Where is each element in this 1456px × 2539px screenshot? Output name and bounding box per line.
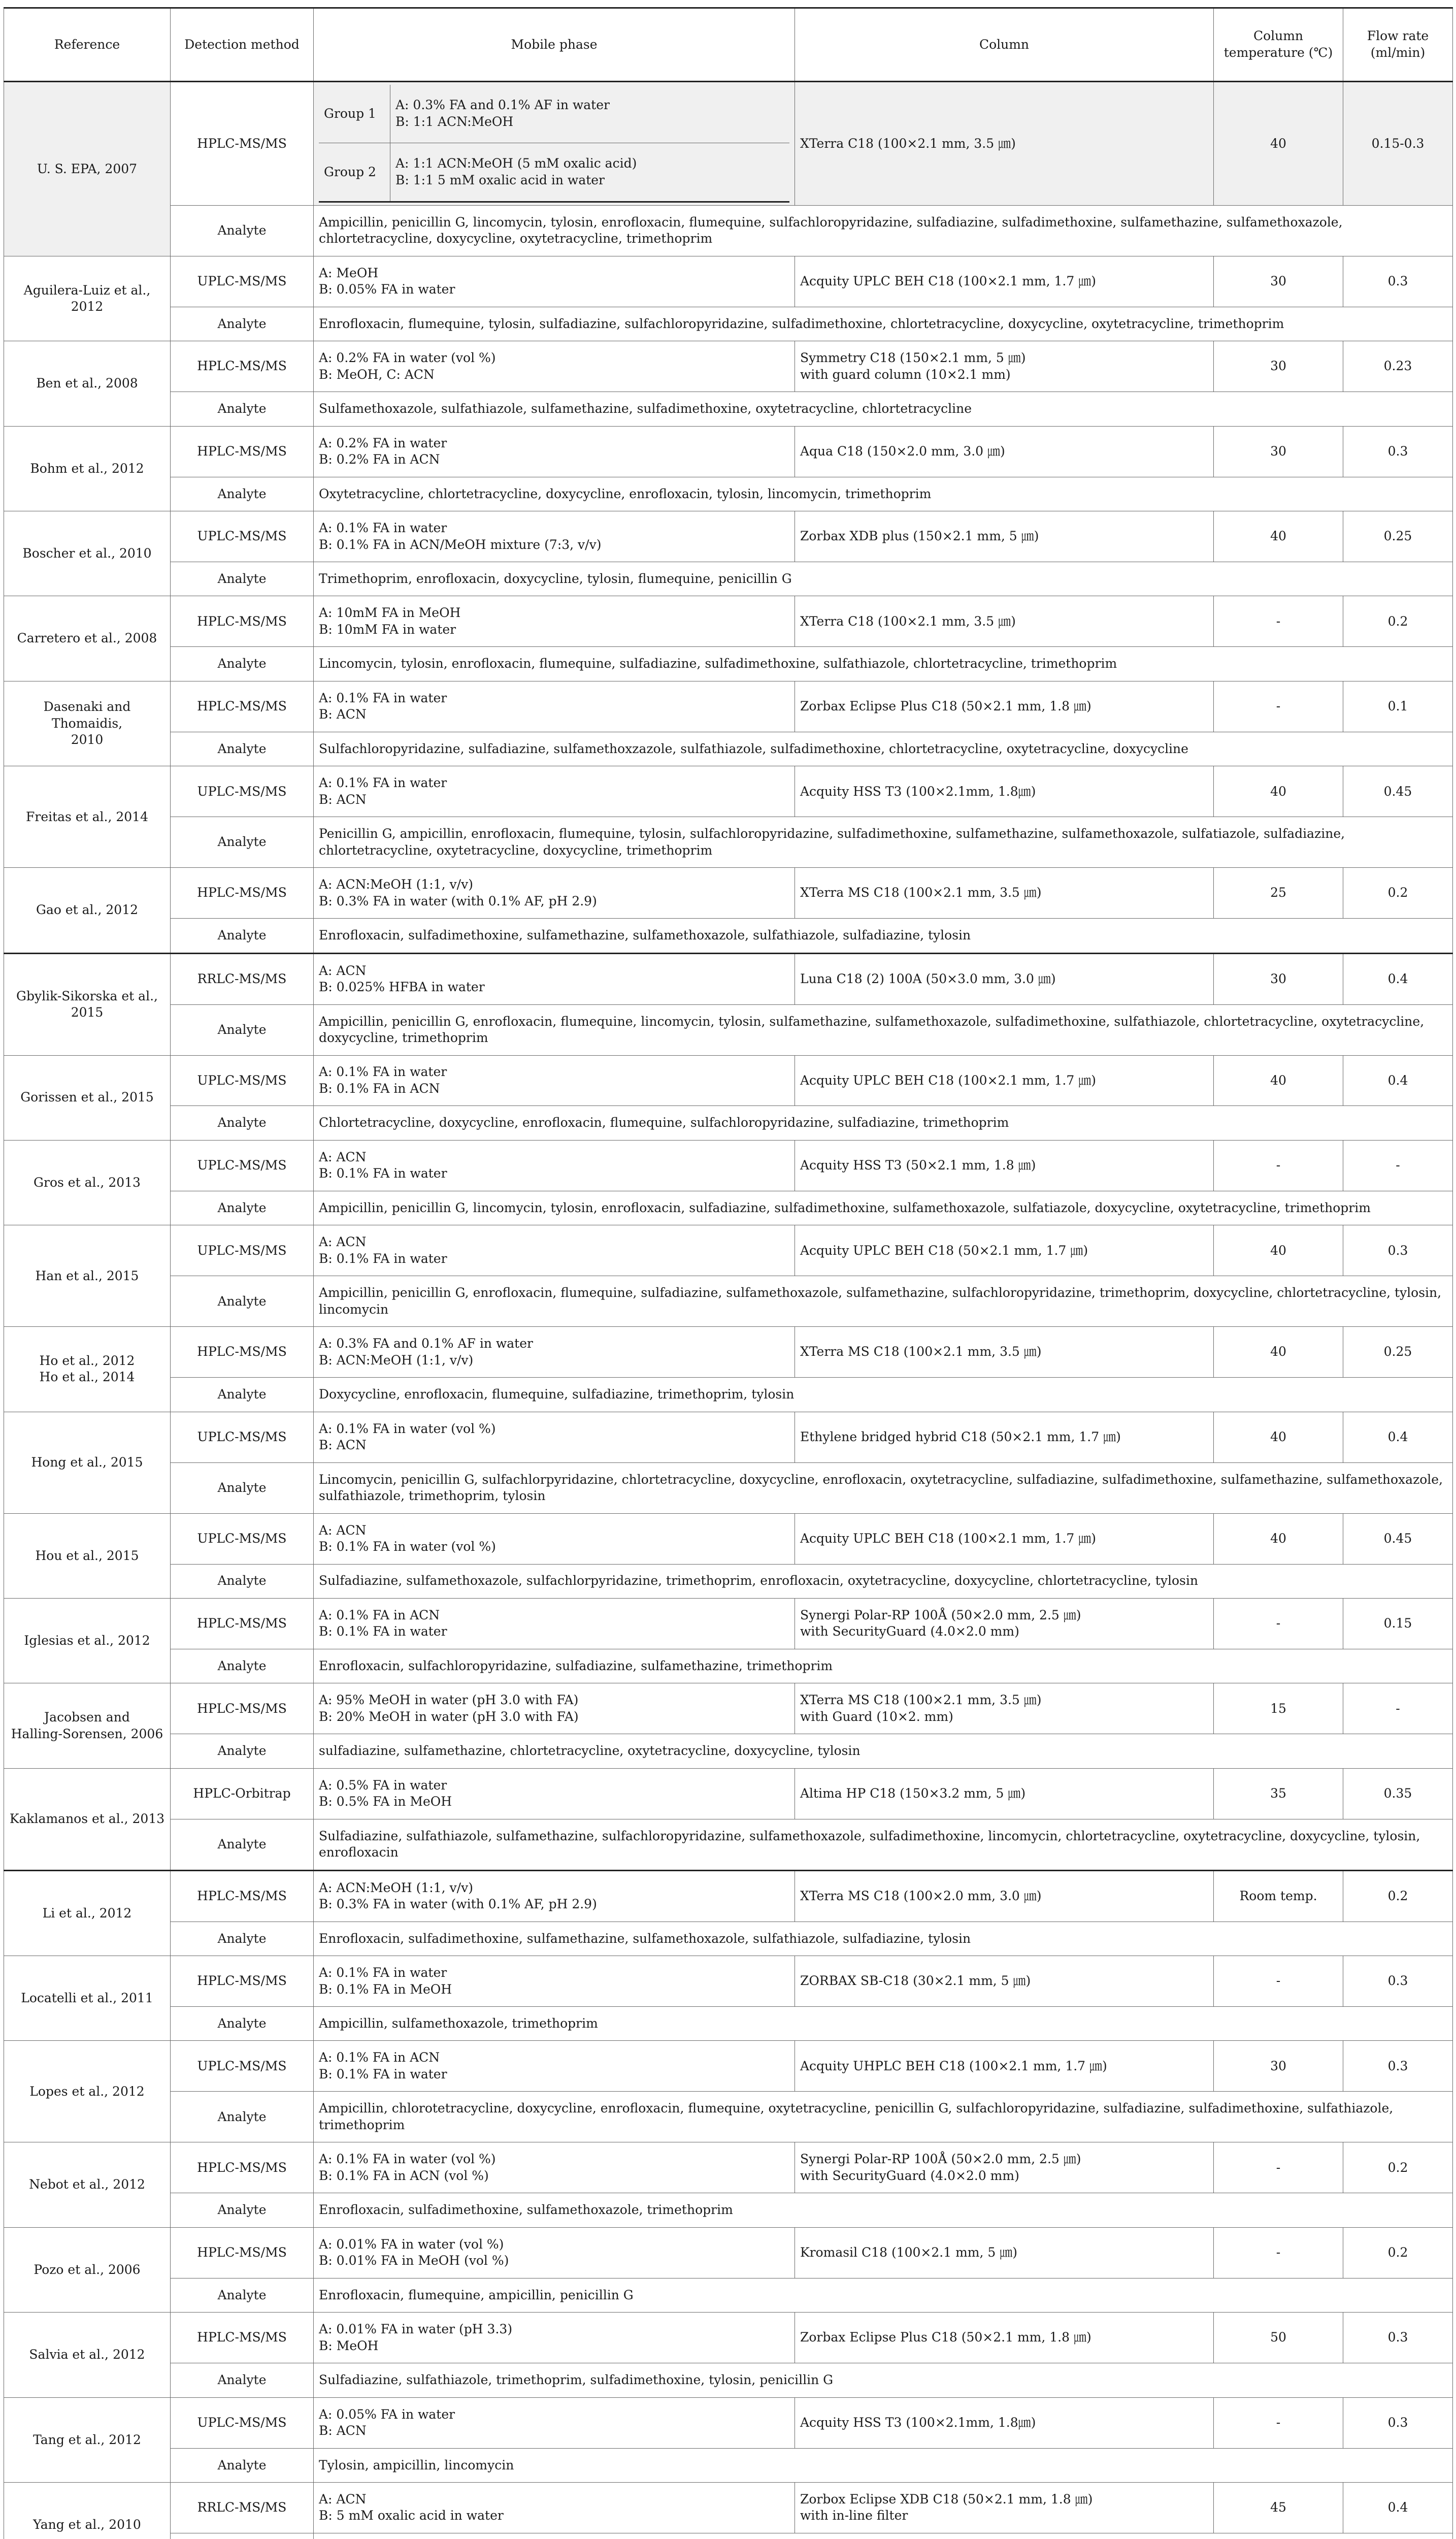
mobile-phase-cell: A: 10mM FA in MeOH B: 10mM FA in water — [314, 596, 795, 647]
column-cell: Acquity UPLC BEH C18 (100×2.1 mm, 1.7 ㎛) — [795, 1513, 1214, 1564]
flow-rate-cell: 0.4 — [1343, 1412, 1453, 1462]
column-cell: Acquity UHPLC BEH C18 (100×2.1 mm, 1.7 ㎛) — [795, 2041, 1214, 2092]
analyte-row — [4, 1922, 1453, 1956]
reference-cell: Lopes et al., 2012 — [4, 2041, 171, 2142]
flow-rate-cell: 0.2 — [1343, 2142, 1453, 2193]
study-row — [4, 1598, 1453, 1649]
flow-rate-cell: 0.3 — [1343, 2041, 1453, 2092]
analyte-row — [4, 732, 1453, 766]
study-row — [4, 1956, 1453, 2007]
flow-rate-cell: 0.23 — [1343, 341, 1453, 392]
column-cell: XTerra C18 (100×2.1 mm, 3.5 ㎛) — [795, 596, 1214, 647]
flow-rate-cell: - — [1343, 1140, 1453, 1191]
detection-method-cell: HPLC-MS/MS — [171, 1598, 314, 1649]
flow-rate-cell: 0.25 — [1343, 1327, 1453, 1378]
reference-cell: Bohm et al., 2012 — [4, 426, 171, 511]
column-cell: XTerra MS C18 (100×2.1 mm, 3.5 ㎛) — [795, 1327, 1214, 1378]
column-temperature-cell: 50 — [1214, 2313, 1343, 2363]
reference-cell: Gorissen et al., 2015 — [4, 1055, 171, 1140]
mobile-phase-cell: A: 0.1% FA in water (vol %) B: ACN — [314, 1412, 795, 1462]
column-temperature-cell: 45 — [1214, 2483, 1343, 2533]
study-row — [4, 1768, 1453, 1819]
detection-method-cell: HPLC-MS/MS — [171, 81, 314, 205]
analyte-label: Analyte — [171, 2363, 314, 2397]
analyte-row — [4, 2007, 1453, 2041]
analyte-list — [314, 2533, 1453, 2539]
analyte-list: Tylosin, ampicillin, lincomycin — [314, 2448, 1453, 2482]
flow-rate-cell: 0.2 — [1343, 1870, 1453, 1922]
column-temperature-cell: 40 — [1214, 1055, 1343, 1106]
column-cell: Synergi Polar-RP 100Å (50×2.0 mm, 2.5 ㎛) with SecurityGuard (4.0×2.0 mm) — [795, 2142, 1214, 2193]
mobile-phase-cell: A: 0.1% FA in water (vol %) B: 0.1% FA in ACN (vol %) — [314, 2142, 795, 2193]
column-cell: Luna C18 (2) 100A (50×3.0 mm, 3.0 ㎛) — [795, 953, 1214, 1004]
study-row — [4, 2313, 1453, 2363]
analyte-label: Analyte — [171, 1004, 314, 1055]
study-row — [4, 2142, 1453, 2193]
column-temperature-cell: - — [1214, 1140, 1343, 1191]
column-cell: Acquity HSS T3 (100×2.1mm, 1.8㎛) — [795, 766, 1214, 817]
study-row — [4, 1327, 1453, 1378]
reference-cell: Jacobsen and Halling-Sorensen, 2006 — [4, 1683, 171, 1768]
column-cell: Synergi Polar-RP 100Å (50×2.0 mm, 2.5 ㎛) with SecurityGuard (4.0×2.0 mm) — [795, 1598, 1214, 1649]
analyte-list: Trimethoprim, enrofloxacin, doxycycline, tylosin, flumequine, penicillin G — [314, 562, 1453, 596]
analyte-list: Enrofloxacin, sulfadimethoxine, sulfamethazine, sulfamethoxazole, sulfathiazole, sulfadiazine, tylosin — [314, 919, 1453, 953]
analyte-label: Analyte — [171, 307, 314, 341]
mobile-phase-groups — [314, 81, 795, 205]
analyte-list: Enrofloxacin, sulfadimethoxine, sulfamethoxazole, trimethoprim — [314, 2193, 1453, 2227]
column-temperature-cell: Room temp. — [1214, 1870, 1343, 1922]
analyte-list: Sulfachloropyridazine, sulfadiazine, sulfamethoxzazole, sulfathiazole, sulfadimethoxine, chlortetracycline, oxytetracycline, doxycycline — [314, 732, 1453, 766]
flow-rate-cell: 0.1 — [1343, 681, 1453, 732]
flow-rate-cell: 0.25 — [1343, 511, 1453, 562]
reference-cell: Dasenaki and Thomaidis, 2010 — [4, 681, 171, 766]
study-row — [4, 341, 1453, 392]
analyte-row — [4, 647, 1453, 681]
mobile-phase-cell: A: 0.01% FA in water (pH 3.3) B: MeOH — [314, 2313, 795, 2363]
mobile-phase-cell: A: 0.1% FA in water B: 0.1% FA in MeOH — [314, 1956, 795, 2007]
analyte-list: Sulfadiazine, sulfamethoxazole, sulfachlorpyridazine, trimethoprim, enrofloxacin, oxytetracycline, doxycycline, chlortetracycline, tylosin — [314, 1564, 1453, 1598]
flow-rate-cell: 0.45 — [1343, 1513, 1453, 1564]
detection-method-cell: HPLC-Orbitrap — [171, 1768, 314, 1819]
column-cell: Acquity HSS T3 (50×2.1 mm, 1.8 ㎛) — [795, 1140, 1214, 1191]
study-row — [4, 1683, 1453, 1734]
analyte-label: Analyte — [171, 2007, 314, 2041]
analyte-label: Analyte — [171, 1276, 314, 1327]
mobile-phase-group-row — [319, 143, 789, 202]
column-temperature-cell: - — [1214, 681, 1343, 732]
column-cell: Kromasil C18 (100×2.1 mm, 5 ㎛) — [795, 2227, 1214, 2278]
analyte-label: Analyte — [171, 1564, 314, 1598]
column-cell: Ethylene bridged hybrid C18 (50×2.1 mm, 1.7 ㎛) — [795, 1412, 1214, 1462]
column-temperature-cell: - — [1214, 596, 1343, 647]
detection-method-cell: UPLC-MS/MS — [171, 2041, 314, 2092]
column-temperature-cell: 40 — [1214, 1225, 1343, 1276]
mobile-phase-cell: A: ACN B: 0.1% FA in water (vol %) — [314, 1513, 795, 1564]
analyte-list: sulfadiazine, sulfamethazine, chlortetracycline, oxytetracycline, doxycycline, tylosin — [314, 1734, 1453, 1768]
column-temperature-cell: 35 — [1214, 1768, 1343, 1819]
header-row — [4, 8, 1453, 82]
analyte-label: Analyte — [171, 1191, 314, 1225]
column-temperature-cell: 40 — [1214, 511, 1343, 562]
analyte-list: Ampicillin, penicillin G, lincomycin, tylosin, enrofloxacin, sulfadiazine, sulfadimethoxine, sulfamethoxazole, sulfatiazole, doxycycline, oxytetracycline, trimethoprim — [314, 1191, 1453, 1225]
reference-cell: U. S. EPA, 2007 — [4, 81, 171, 256]
analyte-row — [4, 1004, 1453, 1055]
analyte-label: Analyte — [171, 1819, 314, 1870]
analyte-row — [4, 1276, 1453, 1327]
mobile-phase-group-table — [319, 85, 789, 203]
flow-rate-cell: - — [1343, 1683, 1453, 1734]
analyte-list: Enrofloxacin, flumequine, ampicillin, penicillin G — [314, 2278, 1453, 2312]
analyte-list: Ampicillin, penicillin G, enrofloxacin, flumequine, sulfadiazine, sulfamethoxazole, sulfamethazine, sulfachloropyridazine, trimethoprim, doxycycline, chlortetracycline, tylosin, lincomycin — [314, 1276, 1453, 1327]
mobile-phase-cell: A: 0.05% FA in water B: ACN — [314, 2397, 795, 2448]
mobile-phase-cell: A: 0.3% FA and 0.1% AF in water B: ACN:MeOH (1:1, v/v) — [314, 1327, 795, 1378]
column-cell: XTerra MS C18 (100×2.1 mm, 3.5 ㎛) — [795, 868, 1214, 919]
mobile-phase-cell: A: ACN B: 0.1% FA in water — [314, 1225, 795, 1276]
analyte-label: Analyte — [171, 732, 314, 766]
flow-rate-cell: 0.3 — [1343, 1956, 1453, 2007]
detection-method-cell: UPLC-MS/MS — [171, 256, 314, 307]
analyte-label: Analyte — [171, 477, 314, 511]
flow-rate-cell: 0.15 — [1343, 1598, 1453, 1649]
mobile-phase-cell: A: 0.1% FA in water B: 0.1% FA in ACN/MeOH mixture (7:3, v/v) — [314, 511, 795, 562]
reference-cell: Gros et al., 2013 — [4, 1140, 171, 1225]
reference-cell: Gao et al., 2012 — [4, 868, 171, 953]
flow-rate-cell: 0.3 — [1343, 256, 1453, 307]
analyte-label: Analyte — [171, 392, 314, 426]
mobile-phase-cell: A: 0.1% FA in ACN B: 0.1% FA in water — [314, 1598, 795, 1649]
detection-method-cell: HPLC-MS/MS — [171, 1327, 314, 1378]
flow-rate-cell: 0.2 — [1343, 596, 1453, 647]
study-row — [4, 1055, 1453, 1106]
flow-rate-cell: 0.4 — [1343, 1055, 1453, 1106]
detection-method-cell: UPLC-MS/MS — [171, 1225, 314, 1276]
reference-cell: Carretero et al., 2008 — [4, 596, 171, 681]
header-column: Column — [795, 8, 1214, 82]
header-flow-rate: Flow rate (ml/min) — [1343, 8, 1453, 82]
column-temperature-cell: 30 — [1214, 341, 1343, 392]
group-label: Group 1 — [319, 85, 390, 143]
mobile-phase-cell: A: 0.01% FA in water (vol %) B: 0.01% FA in MeOH (vol %) — [314, 2227, 795, 2278]
analyte-list: Enrofloxacin, sulfachloropyridazine, sulfadiazine, sulfamethazine, trimethoprim — [314, 1649, 1453, 1683]
reference-cell: Nebot et al., 2012 — [4, 2142, 171, 2227]
mobile-phase-cell: A: 0.1% FA in water B: 0.1% FA in ACN — [314, 1055, 795, 1106]
study-row — [4, 256, 1453, 307]
analyte-list: Oxytetracycline, chlortetracycline, doxycycline, enrofloxacin, tylosin, lincomycin, trimethoprim — [314, 477, 1453, 511]
reference-cell: Locatelli et al., 2011 — [4, 1956, 171, 2041]
reference-cell: Boscher et al., 2010 — [4, 511, 171, 596]
analyte-row — [4, 2193, 1453, 2227]
analyte-list: Sulfadiazine, sulfathiazole, trimethoprim, sulfadimethoxine, tylosin, penicillin G — [314, 2363, 1453, 2397]
flow-rate-cell: 0.2 — [1343, 868, 1453, 919]
column-cell: Zorbax XDB plus (150×2.1 mm, 5 ㎛) — [795, 511, 1214, 562]
analyte-list: Ampicillin, chlorotetracycline, doxycycline, enrofloxacin, flumequine, oxytetracycline, penicillin G, sulfachloropyridazine, sulfadiazine, sulfadimethoxine, sulfathiazole, trimethoprim — [314, 2092, 1453, 2142]
analyte-list: Ampicillin, sulfamethoxazole, trimethoprim — [314, 2007, 1453, 2041]
header-column-temperature: Column temperature (℃) — [1214, 8, 1343, 82]
column-cell: Acquity UPLC BEH C18 (100×2.1 mm, 1.7 ㎛) — [795, 256, 1214, 307]
study-row — [4, 511, 1453, 562]
study-row — [4, 681, 1453, 732]
mobile-phase-cell: A: 0.1% FA in ACN B: 0.1% FA in water — [314, 2041, 795, 2092]
analyte-label: Analyte — [171, 1734, 314, 1768]
reference-cell: Yang et al., 2010 — [4, 2483, 171, 2539]
detection-method-cell: UPLC-MS/MS — [171, 511, 314, 562]
study-row — [4, 2227, 1453, 2278]
flow-rate-cell: 0.3 — [1343, 2313, 1453, 2363]
detection-method-cell: HPLC-MS/MS — [171, 1870, 314, 1922]
analyte-label: Analyte — [171, 817, 314, 868]
mobile-phase-cell: A: 0.1% FA in water B: ACN — [314, 766, 795, 817]
detection-method-cell: UPLC-MS/MS — [171, 1055, 314, 1106]
analyte-list: Enrofloxacin, flumequine, tylosin, sulfadiazine, sulfachloropyridazine, sulfadimethoxine, chlortetracycline, doxycycline, oxytetracycline, trimethoprim — [314, 307, 1453, 341]
reference-cell: Aguilera-Luiz et al., 2012 — [4, 256, 171, 341]
detection-method-cell: UPLC-MS/MS — [171, 766, 314, 817]
study-row — [4, 1412, 1453, 1462]
column-temperature-cell: 15 — [1214, 1683, 1343, 1734]
analyte-list: Chlortetracycline, doxycycline, enrofloxacin, flumequine, sulfachloropyridazine, sulfadiazine, trimethoprim — [314, 1106, 1453, 1140]
header-mobile-phase: Mobile phase — [314, 8, 795, 82]
study-row — [4, 426, 1453, 477]
reference-cell: Tang et al., 2012 — [4, 2397, 171, 2482]
analyte-label: Analyte — [171, 647, 314, 681]
header-detection-method: Detection method — [171, 8, 314, 82]
mobile-phase-cell: A: 0.3% FA and 0.1% AF in water B: 1:1 ACN:MeOH — [395, 97, 610, 129]
mobile-phase-cell: A: 1:1 ACN:MeOH (5 mM oxalic acid) B: 1:1 5 mM oxalic acid in water — [390, 143, 790, 202]
study-row — [4, 1870, 1453, 1922]
column-temperature-cell: 40 — [1214, 1513, 1343, 1564]
study-row — [4, 1225, 1453, 1276]
reference-cell: Iglesias et al., 2012 — [4, 1598, 171, 1683]
analyte-label: Analyte — [171, 919, 314, 953]
column-cell: Zorbax Eclipse Plus C18 (50×2.1 mm, 1.8 ㎛) — [795, 2313, 1214, 2363]
column-temperature-cell: 30 — [1214, 256, 1343, 307]
mobile-phase-cell: A: ACN B: 0.1% FA in water — [314, 1140, 795, 1191]
detection-method-cell: HPLC-MS/MS — [171, 1683, 314, 1734]
study-row — [4, 2041, 1453, 2092]
reference-cell: Gbylik-Sikorska et al., 2015 — [4, 953, 171, 1055]
reference-cell: Freitas et al., 2014 — [4, 766, 171, 868]
analyte-list: Enrofloxacin, sulfadimethoxine, sulfamethazine, sulfamethoxazole, sulfathiazole, sulfadiazine, tylosin — [314, 1922, 1453, 1956]
analyte-list: Doxycycline, enrofloxacin, flumequine, sulfadiazine, trimethoprim, tylosin — [314, 1378, 1453, 1412]
study-row — [4, 868, 1453, 919]
analyte-row — [4, 2092, 1453, 2142]
detection-method-cell: HPLC-MS/MS — [171, 2142, 314, 2193]
study-row — [4, 766, 1453, 817]
mobile-phase-cell: A: 0.1% FA in water B: ACN — [314, 681, 795, 732]
mobile-phase-cell: A: 0.2% FA in water B: 0.2% FA in ACN — [314, 426, 795, 477]
analyte-label: Analyte — [171, 2092, 314, 2142]
detection-method-cell: RRLC-MS/MS — [171, 2483, 314, 2533]
analyte-row — [4, 2448, 1453, 2482]
reference-cell: Han et al., 2015 — [4, 1225, 171, 1327]
flow-rate-cell: 0.2 — [1343, 2227, 1453, 2278]
analyte-list: Sulfamethoxazole, sulfathiazole, sulfamethazine, sulfadimethoxine, oxytetracycline, chlortetracycline — [314, 392, 1453, 426]
study-row — [4, 2483, 1453, 2533]
analyte-row — [4, 919, 1453, 953]
analyte-row — [4, 1106, 1453, 1140]
analyte-row — [4, 2278, 1453, 2312]
column-temperature-cell: 40 — [1214, 1412, 1343, 1462]
analyte-row — [4, 1649, 1453, 1683]
analyte-label: Analyte — [171, 1649, 314, 1683]
analyte-row — [4, 1462, 1453, 1513]
study-row — [4, 596, 1453, 647]
analyte-label: Analyte — [171, 1106, 314, 1140]
detection-method-cell: UPLC-MS/MS — [171, 1140, 314, 1191]
analyte-label: Analyte — [171, 1922, 314, 1956]
flow-rate-cell: 0.35 — [1343, 1768, 1453, 1819]
analyte-label: Analyte — [171, 2193, 314, 2227]
column-temperature-cell: 25 — [1214, 868, 1343, 919]
analyte-row — [4, 307, 1453, 341]
analyte-label: Analyte — [171, 2448, 314, 2482]
analyte-row — [4, 205, 1453, 256]
detection-method-cell: UPLC-MS/MS — [171, 1513, 314, 1564]
antibiotic-methods-table — [4, 7, 1453, 2539]
analyte-label: Analyte — [171, 1378, 314, 1412]
analyte-row — [4, 477, 1453, 511]
column-cell: XTerra MS C18 (100×2.0 mm, 3.0 ㎛) — [795, 1870, 1214, 1922]
analyte-list: Lincomycin, tylosin, enrofloxacin, flumequine, sulfadiazine, sulfadimethoxine, sulfathiazole, chlortetracycline, trimethoprim — [314, 647, 1453, 681]
column-temperature-cell: 40 — [1214, 766, 1343, 817]
analyte-row — [4, 1819, 1453, 1870]
reference-cell: Hou et al., 2015 — [4, 1513, 171, 1598]
analyte-list: Ampicillin, penicillin G, enrofloxacin, flumequine, lincomycin, tylosin, sulfamethazine, sulfamethoxazole, sulfadimethoxine, sulfathiazole, chlortetracycline, oxytetracycline, doxycycline, trimethoprim — [314, 1004, 1453, 1055]
column-cell: XTerra MS C18 (100×2.1 mm, 3.5 ㎛) with Guard (10×2. mm) — [795, 1683, 1214, 1734]
column-temperature-cell: - — [1214, 1598, 1343, 1649]
mobile-phase-cell: A: 95% MeOH in water (pH 3.0 with FA) B: 20% MeOH in water (pH 3.0 with FA) — [314, 1683, 795, 1734]
study-row — [4, 1140, 1453, 1191]
detection-method-cell: RRLC-MS/MS — [171, 953, 314, 1004]
reference-cell: Pozo et al., 2006 — [4, 2227, 171, 2312]
analyte-label — [171, 2533, 314, 2539]
analyte-label: Analyte — [171, 562, 314, 596]
detection-method-cell: UPLC-MS/MS — [171, 2397, 314, 2448]
flow-rate-cell: 0.15-0.3 — [1343, 81, 1453, 205]
analyte-row — [4, 2363, 1453, 2397]
column-cell: Acquity HSS T3 (100×2.1mm, 1.8㎛) — [795, 2397, 1214, 2448]
mobile-phase-cell: A: MeOH B: 0.05% FA in water — [314, 256, 795, 307]
mobile-phase-cell: A: ACN B: 5 mM oxalic acid in water — [314, 2483, 795, 2533]
column-temperature-cell: - — [1214, 2397, 1343, 2448]
column-temperature-cell: - — [1214, 1956, 1343, 2007]
detection-method-cell: HPLC-MS/MS — [171, 1956, 314, 2007]
reference-cell: Ben et al., 2008 — [4, 341, 171, 426]
detection-method-cell: HPLC-MS/MS — [171, 2227, 314, 2278]
analyte-row — [4, 1564, 1453, 1598]
column-cell: XTerra C18 (100×2.1 mm, 3.5 ㎛) — [795, 81, 1214, 205]
column-cell: Aqua C18 (150×2.0 mm, 3.0 ㎛) — [795, 426, 1214, 477]
mobile-phase-cell: A: ACN B: 0.025% HFBA in water — [314, 953, 795, 1004]
analyte-list: Ampicillin, penicillin G, lincomycin, tylosin, enrofloxacin, flumequine, sulfachloropyridazine, sulfadiazine, sulfadimethoxine, sulfamethazine, sulfamethoxazole, chlortetracycline, doxycycline, oxytetracycline, trimethoprim — [314, 205, 1453, 256]
analyte-row — [4, 1191, 1453, 1225]
mobile-phase-cell: A: ACN:MeOH (1:1, v/v) B: 0.3% FA in water (with 0.1% AF, pH 2.9) — [314, 868, 795, 919]
column-temperature-cell: 40 — [1214, 81, 1343, 205]
analyte-list: Lincomycin, penicillin G, sulfachlorpyridazine, chlortetracycline, doxycycline, enrofloxacin, oxytetracycline, sulfadiazine, sulfadimethoxine, sulfamethazine, sulfamethoxazole, sulfathiazole, trimethoprim, tylosin — [314, 1462, 1453, 1513]
column-temperature-cell: - — [1214, 2227, 1343, 2278]
group-label: Group 2 — [319, 143, 390, 202]
column-cell: Zorbax Eclipse Plus C18 (50×2.1 mm, 1.8 ㎛) — [795, 681, 1214, 732]
column-cell: Acquity UPLC BEH C18 (100×2.1 mm, 1.7 ㎛) — [795, 1055, 1214, 1106]
detection-method-cell: HPLC-MS/MS — [171, 681, 314, 732]
analyte-label: Analyte — [171, 2278, 314, 2312]
mobile-phase-cell: A: 0.5% FA in water B: 0.5% FA in MeOH — [314, 1768, 795, 1819]
mobile-phase-cell: A: ACN:MeOH (1:1, v/v) B: 0.3% FA in water (with 0.1% AF, pH 2.9) — [314, 1870, 795, 1922]
detection-method-cell: HPLC-MS/MS — [171, 2313, 314, 2363]
analyte-list: Penicillin G, ampicillin, enrofloxacin, flumequine, tylosin, sulfachloropyridazine, sulfadimethoxine, sulfamethazine, sulfamethoxazole, sulfatiazole, sulfadiazine, chlortetracycline, oxytetracycline, doxycycline, trimethoprim — [314, 817, 1453, 868]
study-row — [4, 81, 1453, 205]
analyte-row — [4, 1378, 1453, 1412]
reference-cell: Kaklamanos et al., 2013 — [4, 1768, 171, 1870]
detection-method-cell: HPLC-MS/MS — [171, 341, 314, 392]
detection-method-cell: HPLC-MS/MS — [171, 596, 314, 647]
flow-rate-cell: 0.4 — [1343, 2483, 1453, 2533]
analyte-row — [4, 392, 1453, 426]
analyte-label: Analyte — [171, 1462, 314, 1513]
study-row — [4, 1513, 1453, 1564]
reference-cell: Ho et al., 2012 Ho et al., 2014 — [4, 1327, 171, 1412]
column-temperature-cell: 30 — [1214, 2041, 1343, 2092]
reference-cell: Hong et al., 2015 — [4, 1412, 171, 1513]
analyte-row — [4, 2533, 1453, 2539]
column-cell: ZORBAX SB-C18 (30×2.1 mm, 5 ㎛) — [795, 1956, 1214, 2007]
analyte-label: Analyte — [171, 205, 314, 256]
column-cell: Zorbox Eclipse XDB C18 (50×2.1 mm, 1.8 ㎛) with in-line filter — [795, 2483, 1214, 2533]
flow-rate-cell: 0.3 — [1343, 1225, 1453, 1276]
mobile-phase-cell: A: 0.2% FA in water (vol %) B: MeOH, C: ACN — [314, 341, 795, 392]
analyte-list: Sulfadiazine, sulfathiazole, sulfamethazine, sulfachloropyridazine, sulfamethoxazole, sulfadimethoxine, lincomycin, chlortetracycline, oxytetracycline, doxycycline, tylosin, enrofloxacin — [314, 1819, 1453, 1870]
column-temperature-cell: 30 — [1214, 953, 1343, 1004]
study-row — [4, 2397, 1453, 2448]
detection-method-cell: HPLC-MS/MS — [171, 868, 314, 919]
column-temperature-cell: 30 — [1214, 426, 1343, 477]
detection-method-cell: UPLC-MS/MS — [171, 1412, 314, 1462]
column-cell: Acquity UPLC BEH C18 (50×2.1 mm, 1.7 ㎛) — [795, 1225, 1214, 1276]
flow-rate-cell: 0.4 — [1343, 953, 1453, 1004]
detection-method-cell: HPLC-MS/MS — [171, 426, 314, 477]
reference-cell: Li et al., 2012 — [4, 1870, 171, 1956]
column-temperature-cell: - — [1214, 2142, 1343, 2193]
analyte-row — [4, 562, 1453, 596]
study-row — [4, 953, 1453, 1004]
flow-rate-cell: 0.3 — [1343, 426, 1453, 477]
flow-rate-cell: 0.3 — [1343, 2397, 1453, 2448]
column-temperature-cell: 40 — [1214, 1327, 1343, 1378]
column-cell: Altima HP C18 (150×3.2 mm, 5 ㎛) — [795, 1768, 1214, 1819]
column-cell: Symmetry C18 (150×2.1 mm, 5 ㎛) with guard column (10×2.1 mm) — [795, 341, 1214, 392]
analyte-row — [4, 817, 1453, 868]
header-reference: Reference — [4, 8, 171, 82]
flow-rate-cell: 0.45 — [1343, 766, 1453, 817]
analyte-row — [4, 1734, 1453, 1768]
mobile-phase-group-row — [319, 85, 789, 143]
reference-cell: Salvia et al., 2012 — [4, 2313, 171, 2397]
